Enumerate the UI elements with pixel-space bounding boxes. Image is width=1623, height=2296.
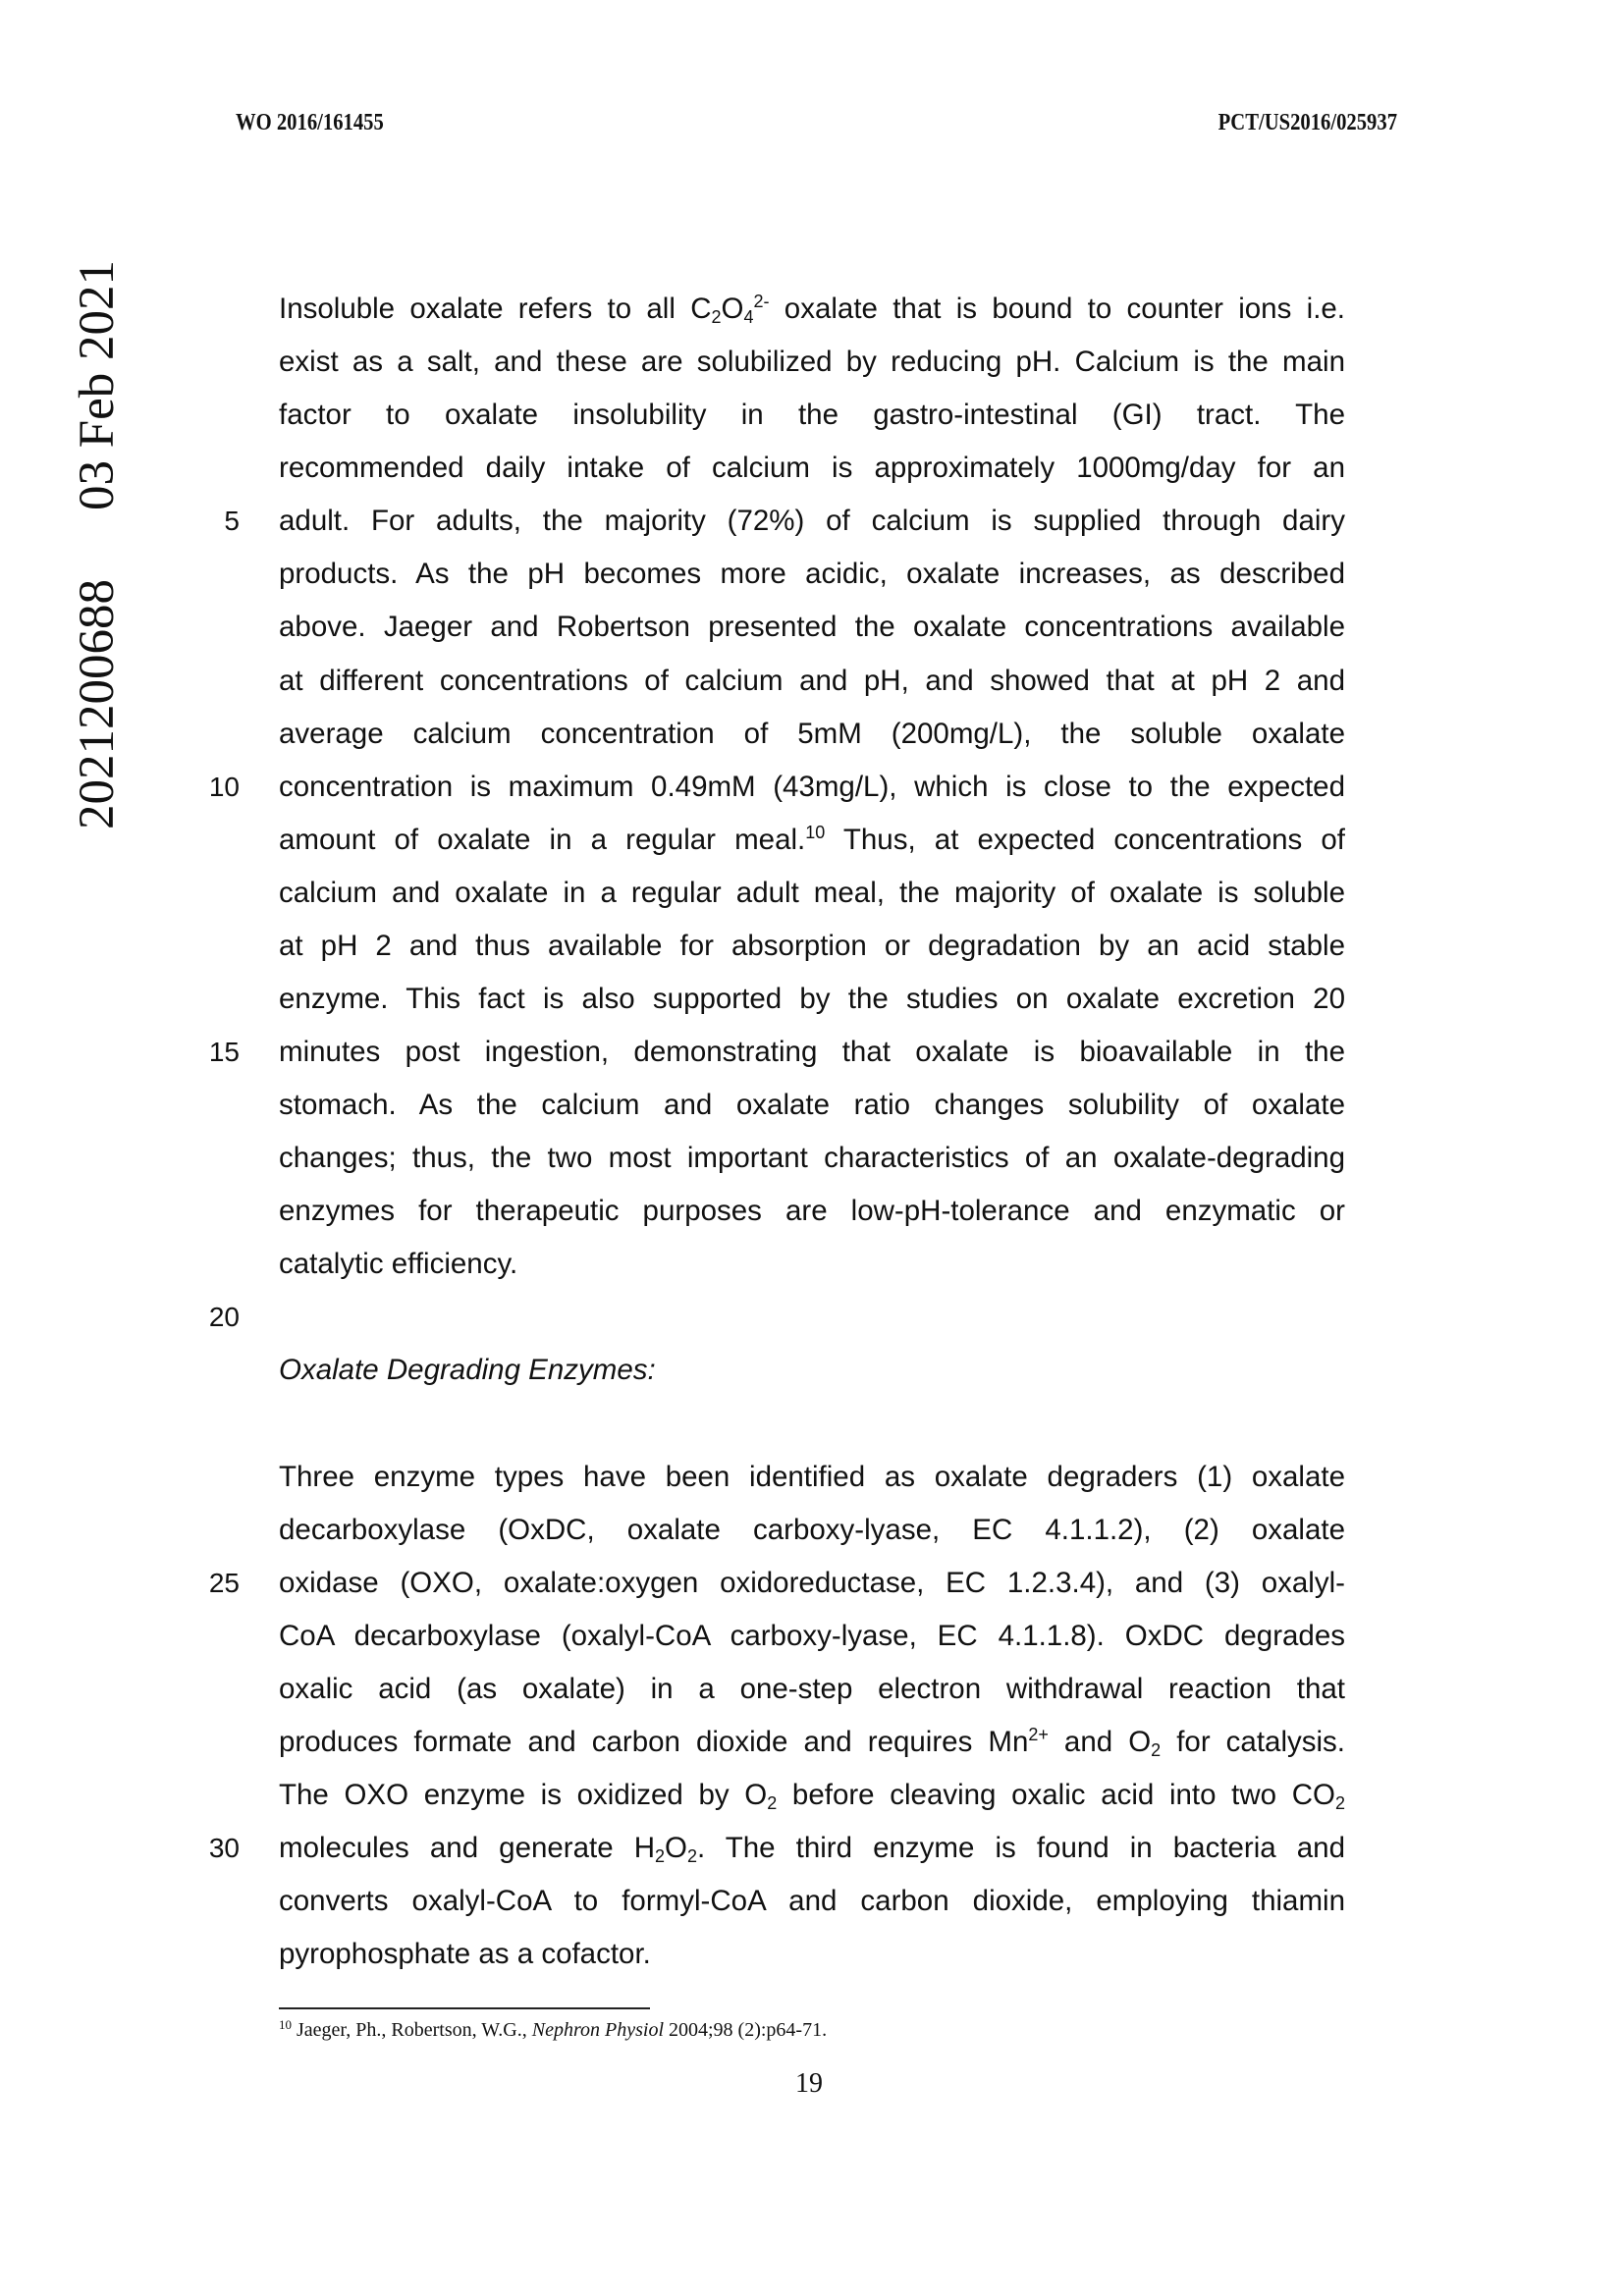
- footnote-marker: 10: [279, 2017, 292, 2032]
- text-line: adult. For adults, the majority (72%) of calcium is supplied through dairy: [279, 505, 1345, 537]
- line-number: 10: [208, 772, 240, 802]
- side-stamp: [69, 260, 126, 829]
- text-line: CoA decarboxylase (oxalyl-CoA carboxy-lyase, EC 4.1.1.8). OxDC degrades: [279, 1620, 1345, 1652]
- footnote-separator: [279, 2007, 650, 2009]
- text-line: amount of oxalate in a regular meal.$^{10}$ Thus, at expected concentrations of: [279, 823, 1345, 856]
- text-line: stomach. As the calcium and oxalate ratio changes solubility of oxalate: [279, 1089, 1345, 1121]
- footnote-journal: Nephron Physiol: [531, 2019, 664, 2041]
- text-line: at different concentrations of calcium and pH, and showed that at pH 2 and: [279, 665, 1345, 697]
- section-heading: Oxalate Degrading Enzymes:: [279, 1354, 656, 1386]
- line-number: 25: [208, 1568, 240, 1598]
- publication-number: WO 2016/161455: [236, 110, 384, 135]
- page-number: 19: [795, 2068, 823, 2099]
- text-line: produces formate and carbon dioxide and requires $Mn^{2+}$ and $O_2$ for catalysis.: [279, 1725, 1345, 1760]
- text-line: average calcium concentration of 5mM (200mg/L), the soluble oxalate: [279, 718, 1345, 750]
- text-line: oxidase (OXO, oxalate:oxygen oxidoreductase, EC 1.2.3.4), and (3) oxalyl-: [279, 1567, 1345, 1599]
- text-line: Three enzyme types have been identified as oxalate degraders (1) oxalate: [279, 1461, 1345, 1493]
- text-line: pyrophosphate as a cofactor.: [279, 1938, 651, 1970]
- text-line: at pH 2 and thus available for absorption or degradation by an acid stable: [279, 930, 1345, 962]
- line-number: 5: [224, 506, 240, 536]
- text-line: decarboxylase (OxDC, oxalate carboxy-lyase, EC 4.1.1.2), (2) oxalate: [279, 1514, 1345, 1546]
- text-line: recommended daily intake of calcium is approximately 1000mg/day for an: [279, 452, 1345, 484]
- footnote-ref[interactable]: 10: [805, 823, 826, 842]
- line-number: 20: [208, 1302, 240, 1332]
- text-line: factor to oxalate insolubility in the gastro-intestinal (GI) tract. The: [279, 399, 1345, 431]
- text-line: The OXO enzyme is oxidized by $O_2$ before cleaving oxalic acid into two $CO_2$: [279, 1779, 1346, 1813]
- line-number: 15: [208, 1037, 240, 1067]
- text-line: changes; thus, the two most important characteristics of an oxalate-degrading: [279, 1142, 1345, 1174]
- text-line: products. As the pH becomes more acidic, oxalate increases, as described: [279, 558, 1345, 590]
- footnote: $^{10}$ Jaeger, Ph., Robertson, W.G., Nephron Physiol 2004;98 (2):p64-71.: [279, 2017, 828, 2041]
- stamp-date: 03 Feb 2021: [70, 260, 125, 510]
- text-line: concentration is maximum 0.49mM (43mg/L), which is close to the expected: [279, 771, 1345, 803]
- line-number: 30: [208, 1833, 240, 1863]
- text-line: oxalic acid (as oxalate) in a one-step electron withdrawal reaction that: [279, 1673, 1345, 1705]
- text-line: minutes post ingestion, demonstrating that oxalate is bioavailable in the: [279, 1036, 1345, 1068]
- text-line: converts oxalyl-CoA to formyl-CoA and carbon dioxide, employing thiamin: [279, 1885, 1345, 1917]
- application-number: PCT/US2016/025937: [1217, 110, 1397, 135]
- text-line: exist as a salt, and these are solubilized by reducing pH. Calcium is the main: [279, 346, 1345, 378]
- text-line: Insoluble oxalate refers to all $C_2O_4^{2-}$ oxalate that is bound to counter ions i.e.: [279, 292, 1345, 327]
- text-line: molecules and generate $H_2O_2$. The third enzyme is found in bacteria and: [279, 1832, 1345, 1866]
- text-line: calcium and oxalate in a regular adult meal, the majority of oxalate is soluble: [279, 877, 1345, 909]
- text-line: enzyme. This fact is also supported by the studies on oxalate excretion 20: [279, 983, 1345, 1015]
- text-line: enzymes for therapeutic purposes are low-pH-tolerance and enzymatic or: [279, 1195, 1345, 1227]
- text-line: above. Jaeger and Robertson presented the oxalate concentrations available: [279, 611, 1345, 643]
- stamp-document-number: 2021200688: [70, 579, 125, 829]
- text-line: catalytic efficiency.: [279, 1248, 518, 1280]
